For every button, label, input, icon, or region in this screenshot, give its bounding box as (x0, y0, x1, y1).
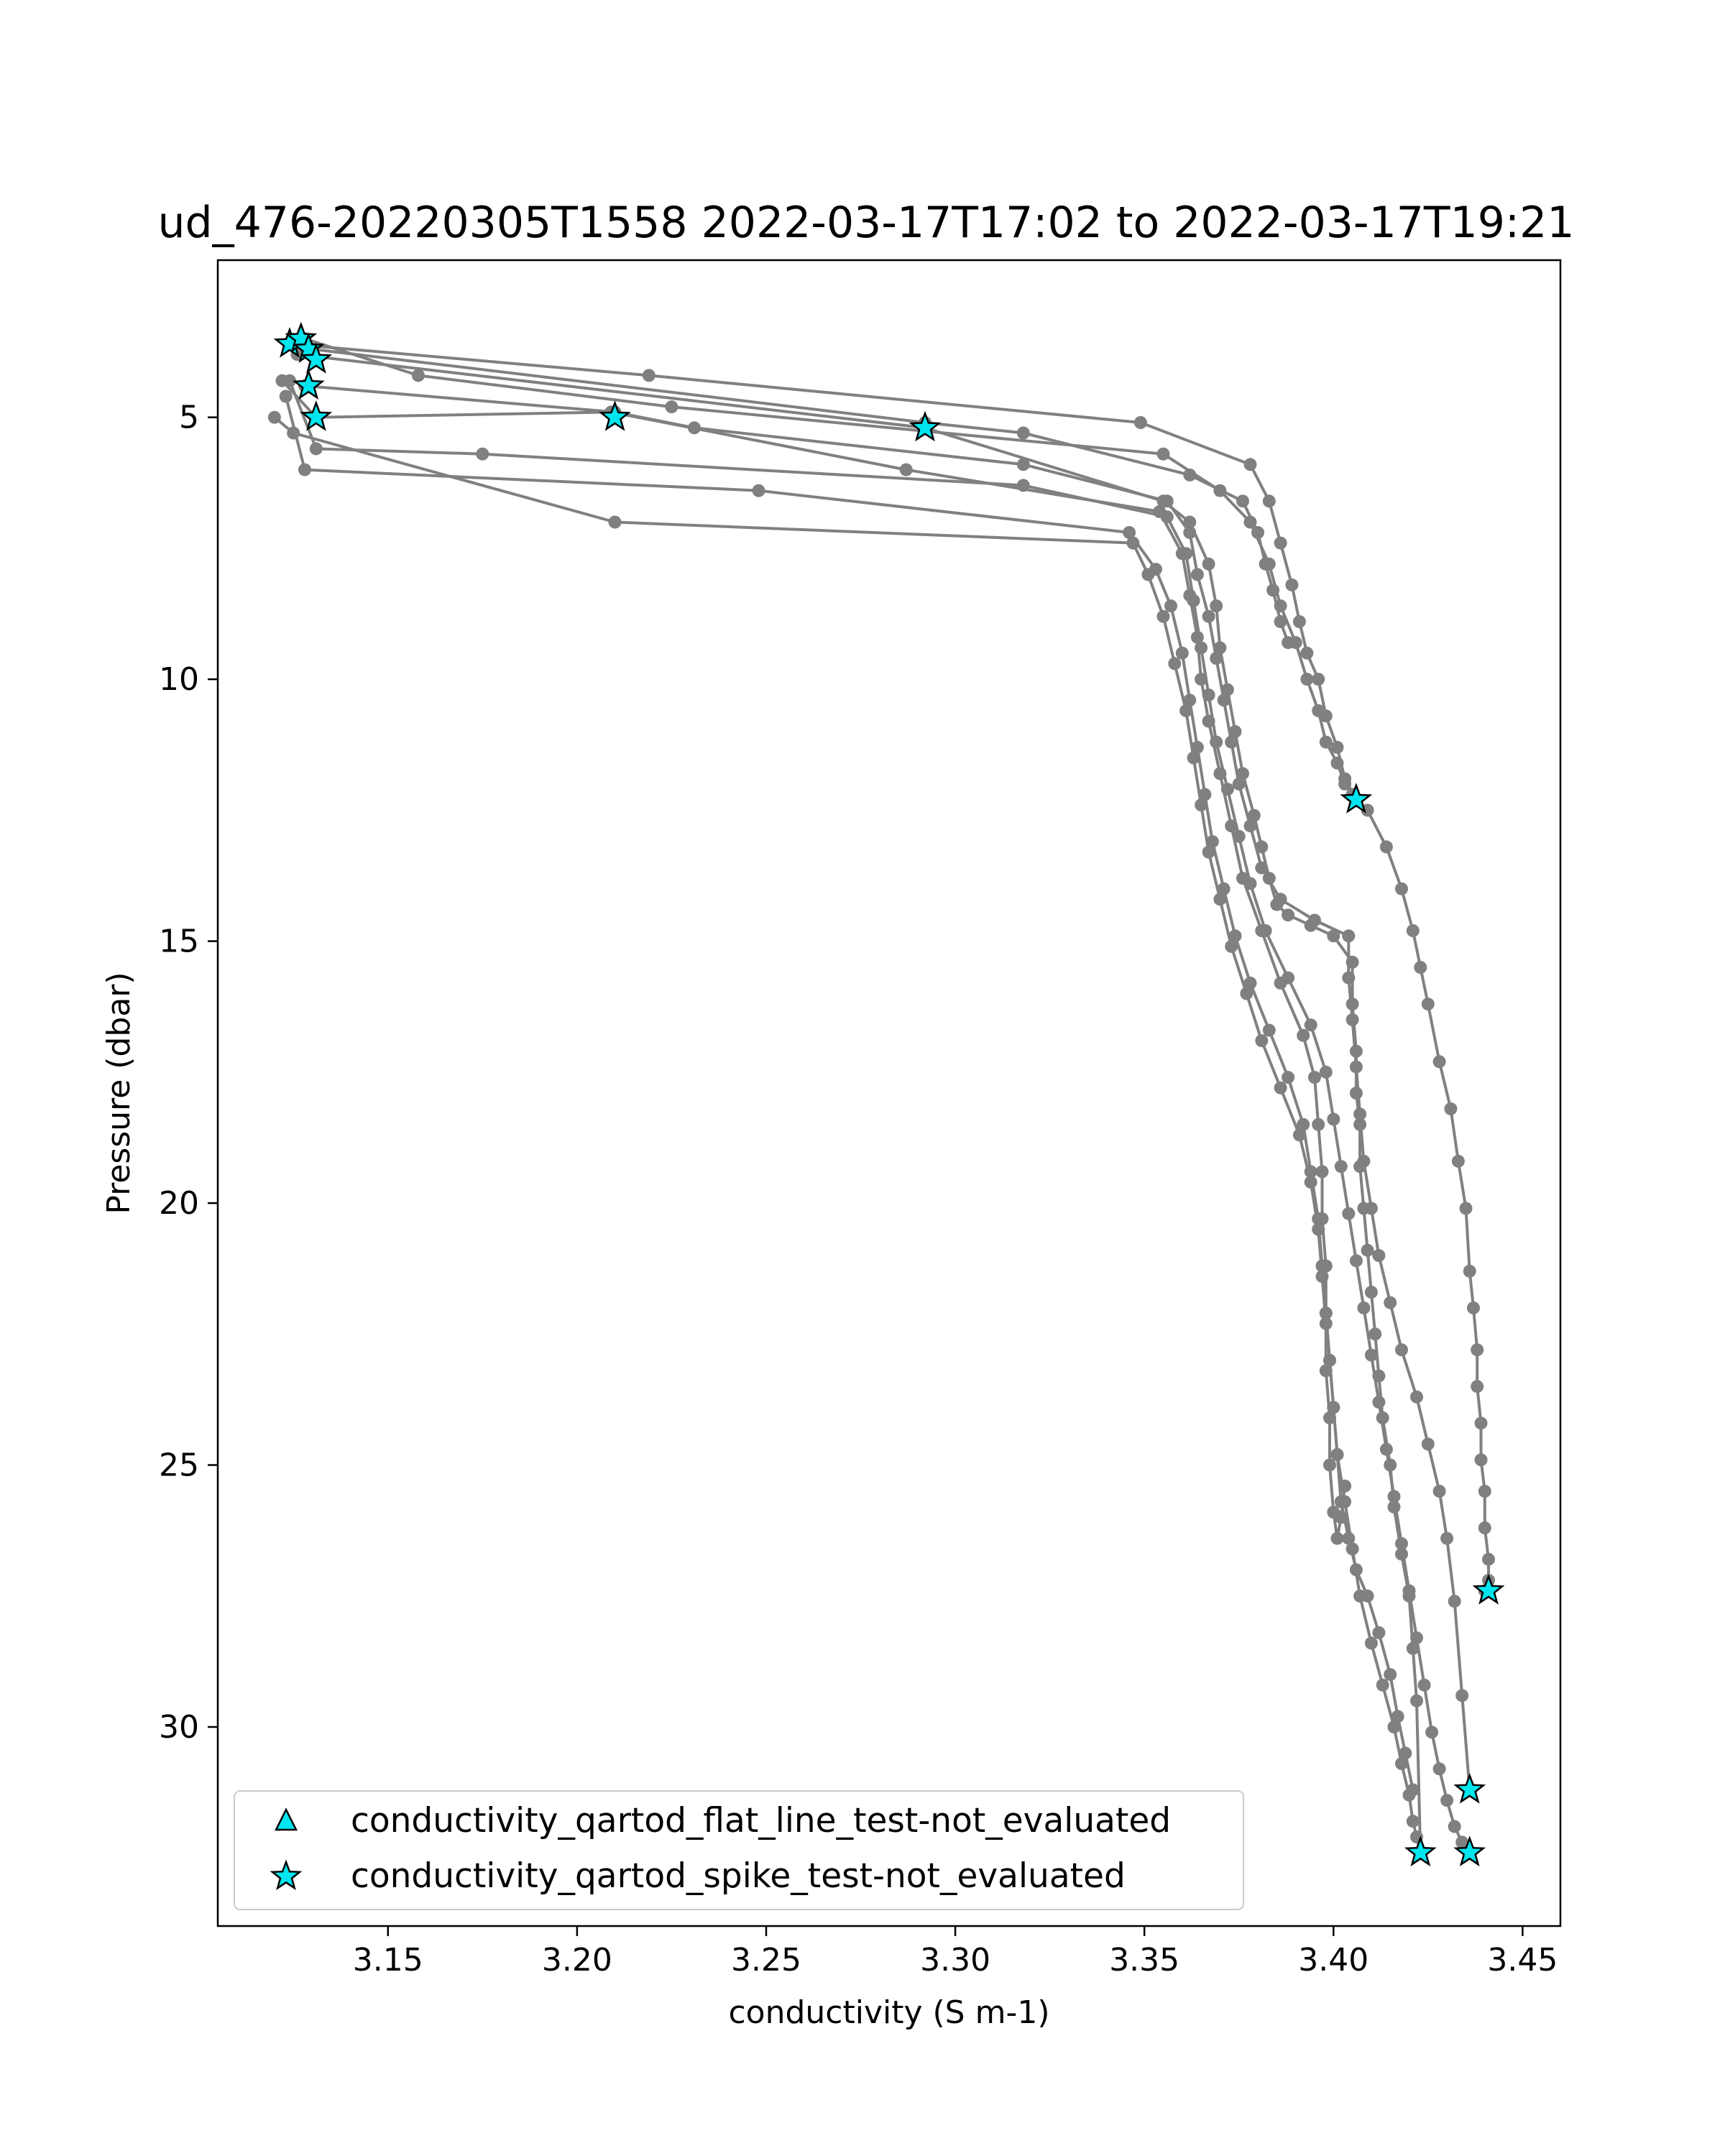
profile-point (1213, 893, 1226, 906)
profile-point (1161, 494, 1174, 507)
profile-point (1414, 961, 1427, 974)
profile-point (1320, 1364, 1333, 1377)
profile-point (1433, 1055, 1446, 1068)
profile-point (1331, 1532, 1344, 1545)
profile-point (1244, 877, 1257, 890)
profile-point (1335, 1160, 1348, 1173)
profile-point (1240, 987, 1253, 1000)
profile-point (1448, 1595, 1461, 1608)
profile-point (1323, 1411, 1336, 1424)
profile-point (1365, 1202, 1378, 1215)
profile-point (1263, 494, 1276, 507)
profile-point (665, 400, 678, 413)
profile-point (1225, 940, 1238, 953)
profile-point (1452, 1155, 1465, 1168)
profile-point (1274, 1082, 1287, 1095)
profile-point (900, 464, 913, 476)
y-tick-label: 20 (159, 1185, 199, 1222)
profile-point (1320, 1066, 1333, 1079)
profile-point (1274, 615, 1287, 628)
profile-point (1308, 914, 1321, 927)
profile-point (1323, 1459, 1336, 1472)
profile-point (1475, 1416, 1488, 1429)
profile-point (1455, 1689, 1468, 1702)
x-tick-label: 3.30 (920, 1942, 991, 1978)
profile-point (1471, 1380, 1484, 1393)
profile-point (1225, 736, 1238, 749)
profile-point (1353, 1107, 1366, 1120)
profile-point (1251, 526, 1264, 539)
profile-point (1342, 1207, 1355, 1220)
profile-point (1233, 830, 1246, 843)
profile-point (1399, 1747, 1412, 1760)
profile-point (1350, 1061, 1363, 1074)
profile-point (1365, 1286, 1378, 1299)
y-tick-label: 25 (159, 1447, 199, 1484)
profile-point (1376, 1679, 1389, 1692)
profile-point (1361, 1590, 1374, 1603)
profile-point (1187, 594, 1200, 607)
profile-point (1282, 972, 1294, 985)
profile-point (1244, 458, 1257, 471)
profile-point (1331, 757, 1344, 770)
profile-point (1342, 929, 1355, 942)
profile-point (1255, 1034, 1268, 1047)
profile-point (1365, 1636, 1378, 1649)
profile-point (1440, 1532, 1453, 1545)
profile-point (1017, 479, 1030, 492)
profile-point (1176, 647, 1189, 660)
profile-point (268, 411, 281, 424)
profile-point (1410, 1391, 1423, 1404)
profile-point (1475, 1453, 1488, 1466)
profile-point (1300, 647, 1313, 660)
profile-point (1312, 673, 1325, 686)
profile-point (1305, 1176, 1317, 1189)
profile-point (1388, 1490, 1401, 1503)
profile-point (1282, 1071, 1294, 1084)
profile-point (1350, 1563, 1363, 1576)
profile-point (1350, 1254, 1363, 1267)
x-tick-label: 3.45 (1487, 1942, 1558, 1978)
profile-point (1433, 1762, 1446, 1775)
profile-point (1392, 1710, 1404, 1723)
profile-point (1274, 893, 1287, 906)
profile-point (1444, 1102, 1457, 1115)
profile-point (298, 464, 311, 476)
profile-point (1161, 510, 1174, 523)
profile-point (1179, 704, 1192, 717)
profile-point (1202, 558, 1215, 571)
profile-point (1221, 783, 1234, 796)
profile-point (643, 369, 656, 382)
profile-point (1126, 537, 1139, 550)
x-tick-label: 3.35 (1109, 1942, 1180, 1978)
profile-point (1183, 526, 1196, 539)
profile-point (1361, 1244, 1374, 1257)
profile-point (1478, 1521, 1491, 1534)
y-tick-label: 5 (179, 399, 199, 436)
profile-point (1233, 778, 1246, 791)
profile-point (1017, 458, 1030, 471)
profile-point (1202, 610, 1215, 623)
y-tick-label: 15 (159, 923, 199, 960)
profile-point (1210, 599, 1223, 612)
profile-point (1305, 1018, 1317, 1031)
profile-point (1384, 1296, 1397, 1309)
profile-point (1168, 657, 1181, 670)
profile-point (1407, 924, 1420, 937)
profile-point (1210, 736, 1223, 749)
profile-point (1327, 1112, 1340, 1125)
profile-point (1316, 1270, 1329, 1283)
profile-point (1346, 1013, 1359, 1026)
profile-point (1463, 1265, 1476, 1278)
x-tick-label: 3.25 (731, 1942, 801, 1978)
profile-point (1478, 1485, 1491, 1498)
profile-point (1316, 1165, 1329, 1178)
y-tick-label: 30 (159, 1709, 199, 1746)
profile-point (1335, 1511, 1348, 1524)
profile-point (1282, 636, 1294, 649)
profile-point (1365, 1349, 1378, 1362)
legend-label-spike-test: conductivity_qartod_spike_test-not_evaluated (351, 1856, 1126, 1896)
profile-point (1218, 694, 1230, 706)
profile-point (1342, 972, 1355, 985)
y-tick-label: 10 (159, 661, 199, 699)
profile-point (1331, 1448, 1344, 1461)
profile-point (1297, 1029, 1310, 1042)
profile-point (1350, 1087, 1363, 1100)
profile-point (1244, 819, 1257, 832)
profile-point (1285, 579, 1298, 591)
profile-point (1368, 1327, 1381, 1340)
profile-point (1467, 1302, 1480, 1314)
y-axis-label: Pressure (dbar) (101, 972, 137, 1215)
profile-point (1342, 1532, 1355, 1545)
profile-point (1259, 558, 1272, 571)
legend (234, 1791, 1243, 1909)
x-axis-label: conductivity (S m-1) (728, 1994, 1050, 2031)
profile-point (1471, 1343, 1484, 1356)
profile-point (1372, 1249, 1385, 1262)
profile-point (1433, 1485, 1446, 1498)
profile-point (1195, 798, 1208, 811)
profile-point (310, 442, 323, 455)
profile-point (1380, 1443, 1393, 1456)
profile-point (1410, 1695, 1423, 1708)
profile-point (1183, 469, 1196, 482)
profile-point (1312, 704, 1325, 717)
profile-point (1210, 652, 1223, 665)
profile-point (1460, 1202, 1473, 1215)
profile-point (1338, 1480, 1351, 1493)
profile-point (1259, 924, 1272, 937)
profile-point (1422, 998, 1435, 1010)
profile-point (1395, 1343, 1408, 1356)
profile-point (1380, 840, 1393, 853)
profile-point (1482, 1553, 1495, 1566)
profile-point (476, 448, 489, 461)
profile-point (1157, 448, 1170, 461)
legend-label-flat-line-test: conductivity_qartod_flat_line_test-not_evaluated (351, 1801, 1172, 1841)
profile-point (1202, 688, 1215, 701)
profile-point (1282, 908, 1294, 921)
x-tick-label: 3.15 (352, 1942, 423, 1978)
profile-point (1407, 1815, 1420, 1828)
profile-point (1407, 1784, 1420, 1797)
profile-point (1418, 1679, 1431, 1692)
profile-point (1448, 1820, 1461, 1833)
profile-point (412, 369, 425, 382)
profile-point (1263, 1024, 1276, 1037)
x-tick-label: 3.20 (541, 1942, 612, 1978)
profile-point (1266, 584, 1279, 596)
profile-point (1320, 1317, 1333, 1330)
profile-point (1195, 641, 1208, 654)
profile-point (609, 516, 622, 529)
profile-point (1187, 752, 1200, 765)
profile-point (1410, 1631, 1423, 1644)
profile-point (1236, 494, 1249, 507)
profile-point (1157, 610, 1170, 623)
profile-point (1293, 1128, 1306, 1141)
profile-point (1372, 1396, 1385, 1409)
profile-point (1425, 1726, 1438, 1738)
profile-point (1338, 778, 1351, 791)
profile-point (1202, 846, 1215, 859)
x-tick-label: 3.40 (1298, 1942, 1369, 1978)
profile-point (1384, 1668, 1397, 1681)
profile-point (1274, 537, 1287, 550)
profile-point (1357, 1155, 1370, 1168)
profile-point (287, 427, 300, 440)
profile-point (1372, 1626, 1385, 1639)
profile-point (1312, 1223, 1325, 1236)
profile-point (1141, 568, 1154, 581)
chart-title: ud_476-20220305T1558 2022-03-17T17:02 to 2022-03-17T19:21 (157, 198, 1575, 248)
profile-point (1395, 883, 1408, 895)
profile-point (1312, 1118, 1325, 1131)
profile-point (1164, 599, 1177, 612)
profile-point (1179, 547, 1192, 560)
profile-point (1017, 427, 1030, 440)
profile-point (1191, 568, 1204, 581)
profile-point (1422, 1437, 1435, 1450)
profile-point (1395, 1537, 1408, 1550)
profile-point (1357, 1302, 1370, 1314)
profile-point (753, 484, 765, 497)
profile-point (1293, 615, 1306, 628)
profile-point (1300, 673, 1313, 686)
profile-point (1255, 862, 1268, 875)
profile-point (280, 390, 293, 403)
profile-point (1134, 416, 1147, 429)
profile-point (1440, 1794, 1453, 1807)
profile-point (1308, 1071, 1321, 1084)
profile-point (1403, 1585, 1416, 1598)
profile-point (1320, 736, 1333, 749)
